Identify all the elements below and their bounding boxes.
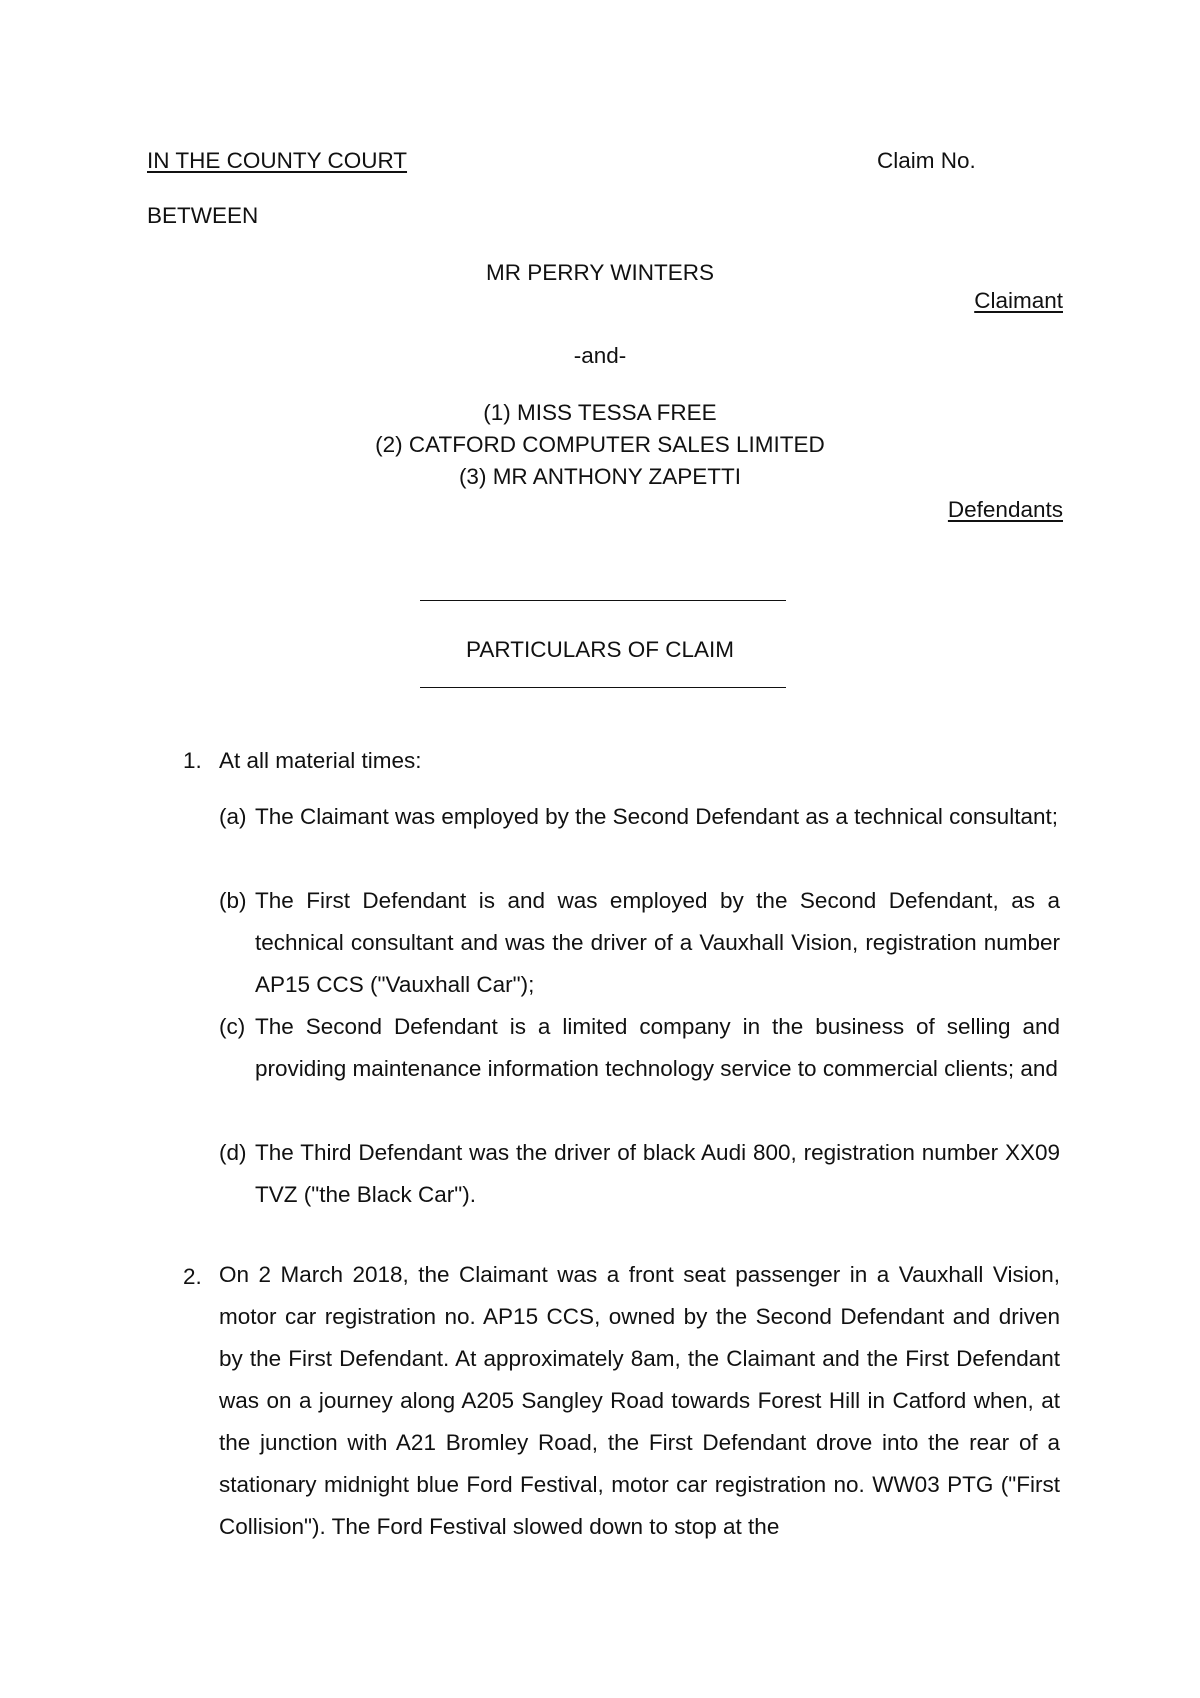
item-text: The Second Defendant is a limited company in the business of selling and providing maintenance information technology service to commercial clients; and — [255, 1014, 1060, 1081]
item-label: (c) — [219, 1014, 246, 1039]
claim-number-label: Claim No. — [877, 148, 976, 173]
item-text: The Third Defendant was the driver of black Audi 800, registration number XX09 TVZ ("the Black Car"). — [255, 1140, 1060, 1207]
paragraph-1-number: 1. — [183, 748, 202, 773]
item-label: (a) — [219, 804, 247, 829]
paragraph-2-text: On 2 March 2018, the Claimant was a front seat passenger in a Vauxhall Vision, motor car registration no. AP15 CCS, owned by the Second Defendant and driven by the First Defendant. At approximately 8am, the Claimant and the First Defendant was on a journey along A205 Sangley Road towards Forest Hill in Catford when, at the junction with A21 Bromley Road, the First Defendant drove into the rear of a stationary midnight blue Ford Festival, motor car registration no. WW03 PTG ("First Collision"). The Ford Festival slowed down to stop at the — [219, 1262, 1060, 1539]
item-label: (b) — [219, 888, 247, 913]
and-separator: -and- — [573, 343, 627, 368]
item-label: (d) — [219, 1140, 247, 1165]
item-text: The Claimant was employed by the Second Defendant as a technical consultant; — [255, 804, 1058, 829]
paragraph-1-item-a — [219, 796, 1060, 838]
claimant-name: MR PERRY WINTERS — [486, 260, 714, 285]
claimant-role: Claimant — [974, 288, 1063, 313]
defendant-2: (2) CATFORD COMPUTER SALES LIMITED — [375, 432, 825, 457]
defendants-role: Defendants — [947, 497, 1063, 522]
title-rule-bottom — [420, 687, 786, 688]
court-heading: IN THE COUNTY COURT — [147, 148, 408, 173]
paragraph-1-intro: At all material times: — [219, 748, 422, 773]
between-label: BETWEEN — [147, 203, 259, 228]
document-title: PARTICULARS OF CLAIM — [466, 637, 734, 662]
item-text: The First Defendant is and was employed by the Second Defendant, as a technical consultant and was the driver of a Vauxhall Vision, registration number AP15 CCS ("Vauxhall Car"); — [255, 888, 1060, 997]
defendant-1: (1) MISS TESSA FREE — [483, 400, 717, 425]
title-rule-top — [420, 600, 786, 601]
defendant-3: (3) MR ANTHONY ZAPETTI — [458, 464, 742, 489]
paragraph-2-number: 2. — [183, 1264, 202, 1289]
paragraph-1-item-c — [219, 1006, 1060, 1090]
paragraph-1-item-d — [219, 1132, 1060, 1216]
paragraph-1-item-b — [219, 880, 1060, 1006]
